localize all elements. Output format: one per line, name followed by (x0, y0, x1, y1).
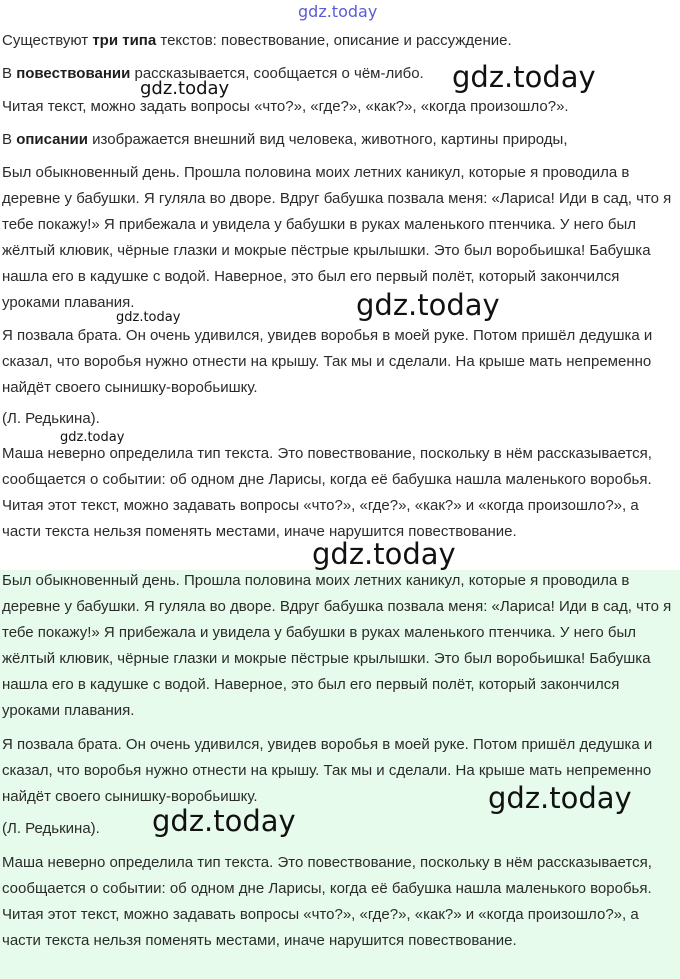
story-paragraph-1: Был обыкновенный день. Прошла половина моих летних каникул, которые я проводила в деревне у бабушки. Я гуляла во дворе. Вдруг бабушка позвала меня: «Лариса! Иди в сад, что я тебе покажу!» Я прибежала и увидела у бабушки в руках маленького птенчика. У него был жёлтый клювик, чёрные глазки и мокрые пёстрые крылышки. Это был воробьишка! Бабушка нашла его в кадушке с водой. Наверное, это был его первый полёт, который закончился уроками плавания. (2, 164, 672, 311)
watermark: gdz.today (116, 310, 181, 325)
story-author: (Л. Редькина). (2, 410, 100, 427)
answer-paragraph: Маша неверно определила тип текста. Это повествование, поскольку в нём рассказывается, сообщается о событии: об одном дне Ларисы, когда её бабушка нашла маленького воробья. Читая этот текст, можно задавать вопросы «что?», «где?», «как?» и «когда произошло?», а части текста нельзя поменять местами, иначе нарушится повествование. (2, 445, 652, 540)
watermark: gdz.today (452, 60, 596, 94)
watermark: gdz.today (356, 288, 500, 322)
watermark-top: gdz.today (298, 2, 378, 21)
story-paragraph-2-copy: Я позвала брата. Он очень удивился, увидев воробья в моей руке. Потом пришёл дедушка и сказал, что воробья нужно отнести на крышу. Так мы и сделали. На крыше мать непременно найдёт своего сынишку-воробьишку. (2, 736, 653, 805)
watermark: gdz.today (312, 537, 456, 571)
watermark: gdz.today (60, 430, 125, 445)
story-paragraph-2: Я позвала брата. Он очень удивился, увидев воробья в моей руке. Потом пришёл дедушка и сказал, что воробья нужно отнести на крышу. Так мы и сделали. На крыше мать непременно найдёт своего сынишку-воробьишку. (2, 327, 653, 396)
story-paragraph-1-copy: Был обыкновенный день. Прошла половина моих летних каникул, которые я проводила в деревне у бабушки. Я гуляла во дворе. Вдруг бабушка позвала меня: «Лариса! Иди в сад, что я тебе покажу!» Я прибежала и увидела у бабушки в руках маленького птенчика. У него был жёлтый клювик, чёрные глазки и мокрые пёстрые крылышки. Это был воробьишка! Бабушка нашла его в кадушке с водой. Наверное, это был его первый полёт, который закончился уроками плавания. (2, 572, 672, 719)
intro-line-3: Читая текст, можно задать вопросы «что?», «где?», «как?», «когда произошло?». (2, 98, 569, 115)
watermark: gdz.today (488, 781, 632, 815)
watermark: gdz.today (140, 78, 230, 99)
intro-line-4: В описании изображается внешний вид человека, животного, картины природы, (2, 131, 568, 148)
answer-paragraph-copy: Маша неверно определила тип текста. Это повествование, поскольку в нём рассказывается, сообщается о событии: об одном дне Ларисы, когда её бабушка нашла маленького воробья. Читая этот текст, можно задавать вопросы «что?», «где?», «как?» и «когда произошло?», а части текста нельзя поменять местами, иначе нарушится повествование. (2, 854, 652, 949)
intro-line-2: В повествовании рассказывается, сообщается о чём-либо. (2, 65, 424, 82)
watermark: gdz.today (152, 804, 296, 838)
story-author-copy: (Л. Редькина). (2, 820, 100, 837)
intro-line-1: Существуют три типа текстов: повествование, описание и рассуждение. (2, 32, 512, 49)
